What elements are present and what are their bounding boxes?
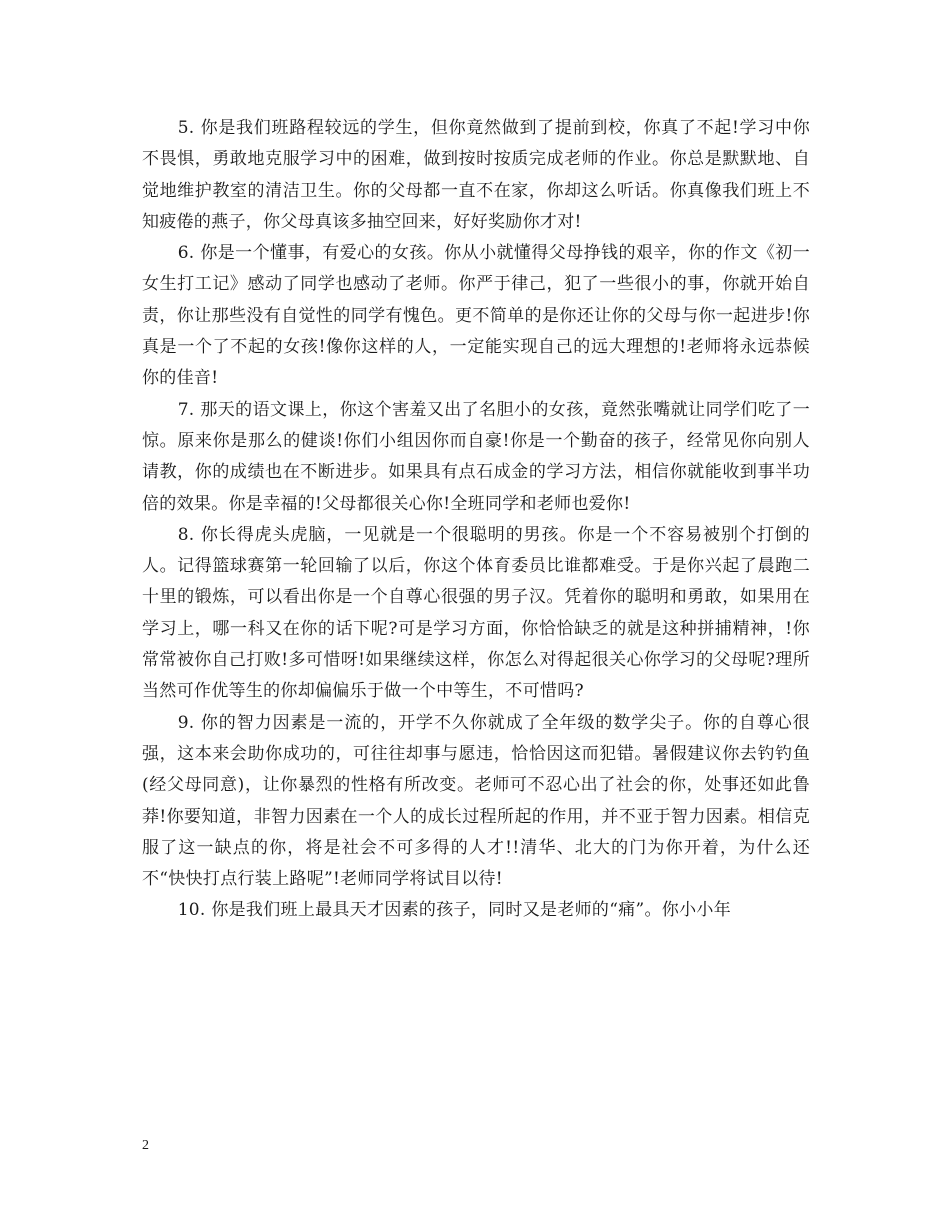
paragraph-6: 6. 你是一个懂事，有爱心的女孩。你从小就懂得父母挣钱的艰辛，你的作文《初一女生打工记》感动了同学也感动了老师。你严于律己，犯了一些很小的事，你就开始自责，你让那些没有自觉性的同学有愧色。更不简单的是你还让你的父母与你一起进步!你真是一个了不起的女孩!像你这样的人，一定能实现自己的远大理想的!老师将永远恭候你的佳音! [142,243,810,389]
paragraph-7: 7. 那天的语文课上，你这个害羞又出了名胆小的女孩，竟然张嘴就让同学们吃了一惊。原来你是那么的健谈!你们小组因你而自豪!你是一个勤奋的孩子，经常见你向别人请教，你的成绩也在不断进步。如果具有点石成金的学习方法，相信你就能收到事半功倍的效果。你是幸福的!父母都很关心你!全班同学和老师也爱你! [142,399,810,514]
paragraph-5: 5. 你是我们班路程较远的学生，但你竟然做到了提前到校，你真了不起!学习中你不畏惧，勇敢地克服学习中的困难，做到按时按质完成老师的作业。你总是默默地、自觉地维护教室的清洁卫生。你的父母都一直不在家，你却这么听话。你真像我们班上不知疲倦的燕子，你父母真该多抽空回来，好好奖励你才对! [142,118,810,232]
page-number: 2 [142,1138,149,1153]
paragraph-8: 8. 你长得虎头虎脑，一见就是一个很聪明的男孩。你是一个不容易被别个打倒的人。记得篮球赛第一轮回输了以后，你这个体育委员比谁都难受。于是你兴起了晨跑二十里的锻炼，可以看出你是一个自尊心很强的男子汉。凭着你的聪明和勇敢，如果用在学习上，哪一科又在你的话下呢?可是学习方面，你恰恰缺乏的就是这种拼捕精神，!你常常被你自己打败!多可惜呀!如果继续这样，你怎么对得起很关心你学习的父母呢?理所当然可作优等生的你却偏偏乐于做一个中等生，不可惜吗? [142,524,810,702]
document-body [142,113,810,927]
paragraph-9: 9. 你的智力因素是一流的，开学不久你就成了全年级的数学尖子。你的自尊心很强，这本来会助你成功的，可往往却事与愿违，恰恰因这而犯错。暑假建议你去钓钓鱼(经父母同意)，让你暴烈的性格有所改变。老师可不忍心出了社会的你，处事还如此鲁莽!你要知道，非智力因素在一个人的成长过程所起的作用，并不亚于智力因素。相信克服了这一缺点的你，将是社会不可多得的人才!!清华、北大的门为你开着，为什么还不“快快打点行装上路呢”!老师同学将试目以待! [142,712,810,890]
paragraph-10: 10. 你是我们班上最具天才因素的孩子，同时又是老师的“痛”。你小小年 [177,900,732,921]
